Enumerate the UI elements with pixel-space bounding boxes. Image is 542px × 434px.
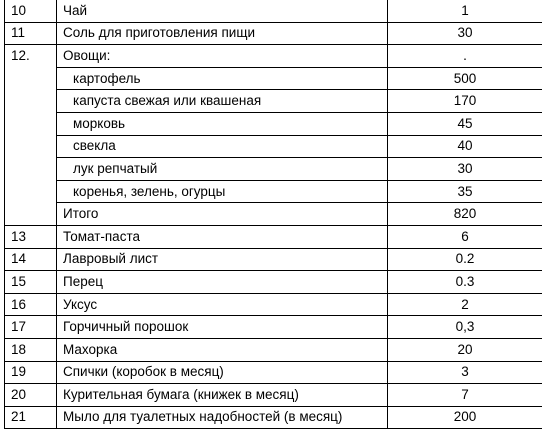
table-row: [5, 316, 542, 339]
row-number: 13: [5, 225, 57, 248]
table-row: [5, 338, 542, 361]
row-number: 17: [5, 316, 57, 339]
item-value: 0,3: [388, 316, 542, 339]
item-value: .: [388, 45, 542, 68]
table-row: [5, 90, 542, 113]
item-name: Итого: [57, 203, 388, 226]
row-number: [5, 158, 57, 181]
item-name: коренья, зелень, огурцы: [57, 180, 388, 203]
table-row: [5, 112, 542, 135]
table-row: [5, 135, 542, 158]
item-value: 30: [388, 158, 542, 181]
row-number: 18: [5, 338, 57, 361]
item-value: 6: [388, 225, 542, 248]
item-name: морковь: [57, 112, 388, 135]
item-value: 0.2: [388, 248, 542, 271]
row-number: 11: [5, 22, 57, 45]
row-number: [5, 180, 57, 203]
table-row: [5, 0, 542, 22]
item-value: 500: [388, 67, 542, 90]
row-number: [5, 135, 57, 158]
row-number: [5, 90, 57, 113]
item-name: Уксус: [57, 293, 388, 316]
table-row: [5, 293, 542, 316]
item-name: Томат-паста: [57, 225, 388, 248]
table-row-total: [5, 203, 542, 226]
item-value: 0.3: [388, 271, 542, 294]
row-number: 10: [5, 0, 57, 22]
item-value: 30: [388, 22, 542, 45]
row-number: 15: [5, 271, 57, 294]
item-value: 200: [388, 406, 542, 429]
table-row: [5, 271, 542, 294]
item-value: 2: [388, 293, 542, 316]
item-value: 820: [388, 203, 542, 226]
item-name: капуста свежая или квашеная: [57, 90, 388, 113]
table-row: [5, 22, 542, 45]
item-name: картофель: [57, 67, 388, 90]
row-number: [5, 112, 57, 135]
item-value: 3: [388, 361, 542, 384]
table-row: [5, 158, 542, 181]
table-row: [5, 45, 542, 68]
item-name: Горчичный порошок: [57, 316, 388, 339]
table-row: [5, 180, 542, 203]
item-value: 20: [388, 338, 542, 361]
row-number: 21: [5, 406, 57, 429]
item-value: 1: [388, 0, 542, 22]
item-name: свекла: [57, 135, 388, 158]
item-name: Мыло для туалетных надобностей (в месяц): [57, 406, 388, 429]
item-name: лук репчатый: [57, 158, 388, 181]
row-number: 19: [5, 361, 57, 384]
item-value: 170: [388, 90, 542, 113]
row-number: 20: [5, 384, 57, 407]
row-number: 16: [5, 293, 57, 316]
item-name: Перец: [57, 271, 388, 294]
item-name: Спички (коробок в месяц): [57, 361, 388, 384]
table-row: [5, 225, 542, 248]
item-name: Лавровый лист: [57, 248, 388, 271]
ration-table: [4, 0, 542, 429]
item-name: Овощи:: [57, 45, 388, 68]
item-name: Соль для приготовления пищи: [57, 22, 388, 45]
item-value: 40: [388, 135, 542, 158]
table-row: [5, 384, 542, 407]
table-row: [5, 361, 542, 384]
row-number: 14: [5, 248, 57, 271]
row-number: [5, 203, 57, 226]
table-row: [5, 67, 542, 90]
item-value: 45: [388, 112, 542, 135]
row-number: [5, 67, 57, 90]
table-row: [5, 406, 542, 429]
row-number: 12.: [5, 45, 57, 68]
item-name: Чай: [57, 0, 388, 22]
item-value: 7: [388, 384, 542, 407]
table-row: [5, 248, 542, 271]
item-name: Махорка: [57, 338, 388, 361]
item-value: 35: [388, 180, 542, 203]
item-name: Курительная бумага (книжек в месяц): [57, 384, 388, 407]
